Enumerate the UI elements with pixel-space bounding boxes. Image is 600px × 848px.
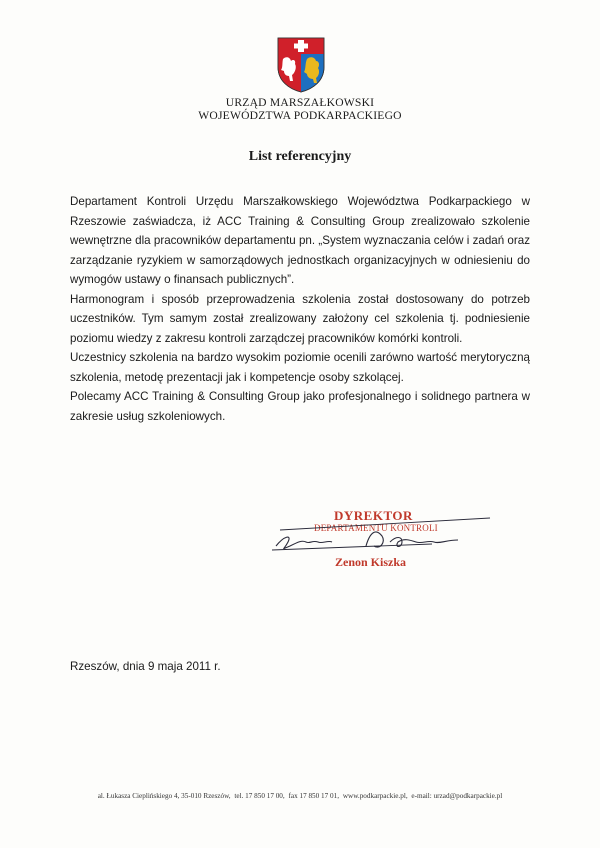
paragraph-2: Harmonogram i sposób przeprowadzenia szkolenia został dostosowany do potrzeb uczestników. Tym samym został zrealizowany założony cel szkolenia tj. podniesienie poziomu wiedzy z zakresu kontroli zarządczej pracowników komórki kontroli. — [70, 292, 530, 345]
institution-voivodeship: WOJEWÓDZTWA PODKARPACKIEGO — [198, 109, 402, 122]
institution-name: URZĄD MARSZAŁKOWSKI — [225, 96, 375, 109]
letter-body — [70, 192, 530, 426]
place-and-date: Rzeszów, dnia 9 maja 2011 r. — [70, 660, 221, 673]
footer-address: al. Łukasza Cieplińskiego 4, 35-010 Rzeszów, — [97, 792, 231, 800]
stamp-department: DEPARTAMENTU KONTROLI — [314, 523, 438, 533]
footer-fax: fax 17 850 17 01, — [288, 792, 340, 800]
director-stamp — [262, 506, 492, 576]
footer-website: www.podkarpackie.pl, — [342, 792, 408, 800]
footer-phone: tel. 17 850 17 00, — [234, 792, 285, 800]
paragraph-4: Polecamy ACC Training & Consulting Group jako profesjonalnego i solidnego partnera w zakresie usług szkoleniowych. — [70, 390, 530, 423]
footer-contact — [0, 792, 600, 800]
stamp-name: Zenon Kiszka — [335, 555, 407, 569]
handwritten-signature — [262, 506, 492, 576]
footer-email: e-mail: urzad@podkarpackie.pl — [411, 792, 503, 800]
stamp-title: DYREKTOR — [334, 508, 413, 523]
paragraph-3: Uczestnicy szkolenia na bardzo wysokim poziomie ocenili zarówno wartość merytoryczną szkolenia, metodę prezentacji jak i kompetencje osoby szkolącej. — [70, 351, 530, 384]
coat-of-arms-logo — [277, 37, 325, 93]
document-title: List referencyjny — [248, 149, 352, 164]
paragraph-1: Departament Kontroli Urzędu Marszałkowskiego Województwa Podkarpackiego w Rzeszowie zaświadcza, iż ACC Training & Consulting Group zrealizowało szkolenie wewnętrzne dla pracowników departamentu pn. „System wyznaczania celów i zadań oraz zarządzanie ryzykiem w samorządowych jednostkach organizacyjnych w odniesieniu do wymogów ustawy o finansach publicznych”. — [70, 195, 530, 286]
